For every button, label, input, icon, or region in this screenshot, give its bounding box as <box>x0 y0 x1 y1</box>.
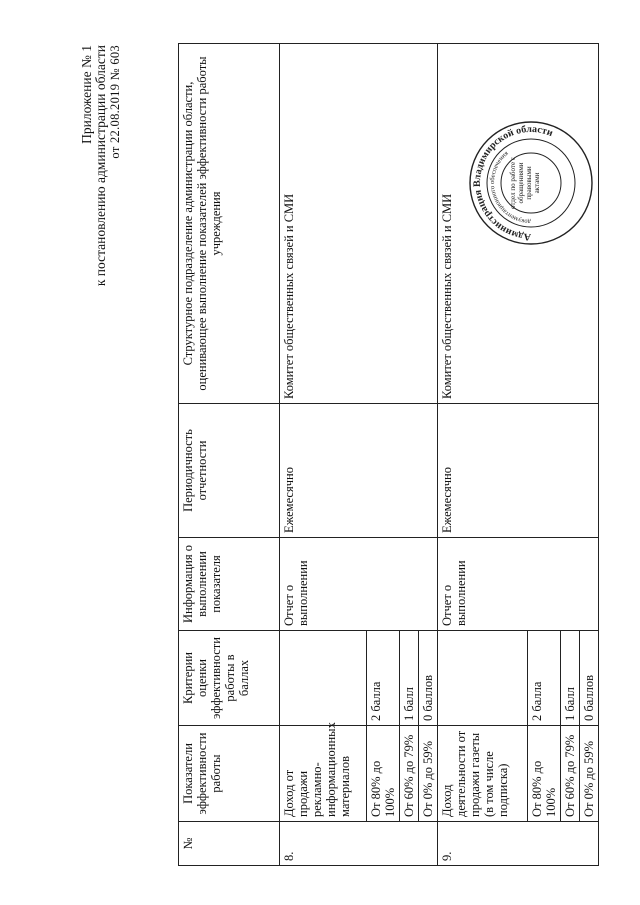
resolution-line: к постановлению администрации области <box>93 45 108 287</box>
criteria-score: 1 балл <box>561 631 580 726</box>
criteria-range: От 60% до 79% <box>561 726 580 822</box>
stamp-outer-text: Администрация Владимирской области <box>471 123 555 243</box>
criteria-range: От 0% до 59% <box>419 726 438 822</box>
header-indicator: Показатели эффективности работы <box>179 726 280 822</box>
header-info: Информация о выполнении показателя <box>179 538 280 631</box>
row-dept: Комитет общественных связей и СМИ <box>280 44 438 404</box>
row-info: Отчет о выполнении <box>438 538 599 631</box>
criteria-score: 2 балла <box>528 631 561 726</box>
header-criteria: Критерии оценки эффективности работы в баллах <box>179 631 280 726</box>
official-stamp <box>467 119 595 247</box>
criteria-score: 0 баллов <box>580 631 599 726</box>
row-info: Отчет о выполнении <box>280 538 438 631</box>
stamp-center-text: отдел по работе с обращениями правовыми актами <box>509 157 541 209</box>
row-criteria-empty <box>280 631 367 726</box>
header-dept: Структурное подразделение администрации области, оценивающее выполнение показателей эффективности работы учреждения <box>179 44 280 404</box>
table-header-row <box>179 44 280 866</box>
resolution-date: от 22.08.2019 № 603 <box>108 45 122 159</box>
stamp-inner-text: документационного обеспечения <box>488 149 532 226</box>
header-period: Периодичность отчетности <box>179 404 280 538</box>
row-number: 9. <box>438 822 599 866</box>
criteria-score: 0 баллов <box>419 631 438 726</box>
row-criteria-empty <box>438 631 528 726</box>
row-indicator: Доход деятельности от продажи газеты (в том числе подписка) <box>438 726 528 822</box>
row-period: Ежемесячно <box>438 404 599 538</box>
criteria-score: 2 балла <box>367 631 400 726</box>
criteria-range: От 60% до 79% <box>400 726 419 822</box>
row-indicator: Доход от продажи рекламно-информационных материалов <box>280 726 367 822</box>
row-number: 8. <box>280 822 438 866</box>
criteria-range: От 0% до 59% <box>580 726 599 822</box>
criteria-score: 1 балл <box>400 631 419 726</box>
criteria-range: От 80% до 100% <box>367 726 400 822</box>
row-dept: Комитет общественных связей и СМИ <box>438 44 599 404</box>
appendix-title: Приложение № 1 <box>79 45 94 144</box>
table-row <box>280 44 367 866</box>
header-num: № <box>179 822 280 866</box>
criteria-range: От 80% до 100% <box>528 726 561 822</box>
row-period: Ежемесячно <box>280 404 438 538</box>
document-header <box>80 45 122 345</box>
